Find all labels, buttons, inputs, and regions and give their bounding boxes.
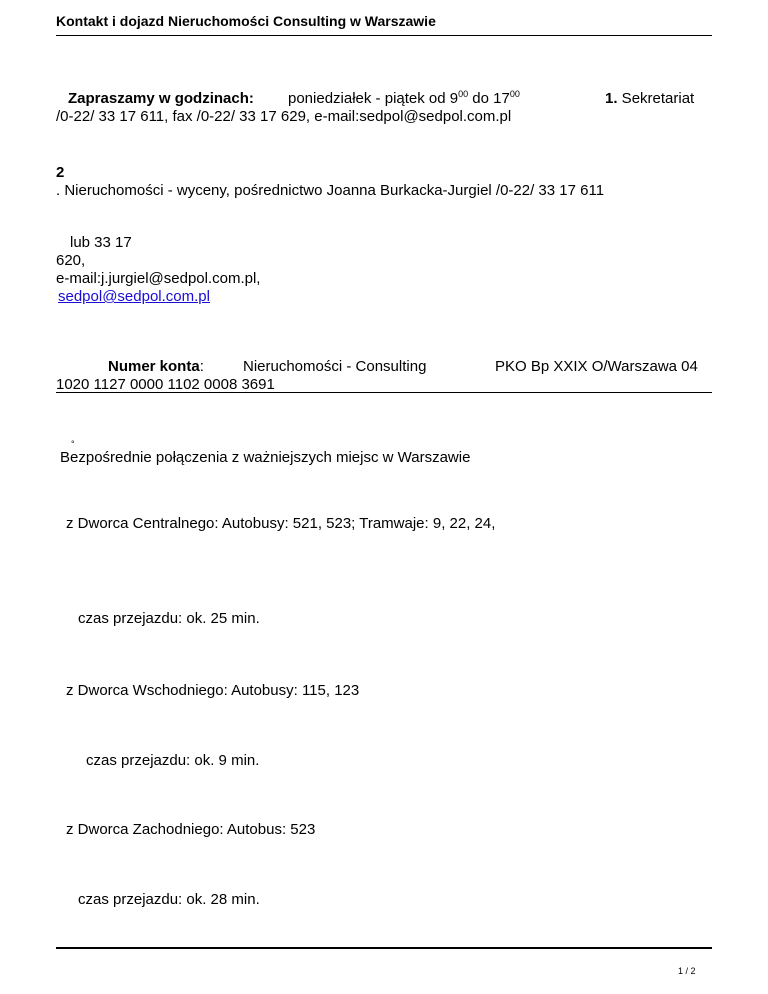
secretariat-label: Sekretariat [617, 90, 695, 107]
account-name: Nieruchomości - Consulting [243, 358, 427, 375]
section-2-number: 2 [56, 164, 65, 181]
hours-close-sup: 00 [509, 89, 520, 99]
account-label-colon: : [199, 358, 204, 375]
alt-phone-line-1: lub 33 17 [70, 234, 132, 251]
heading-dot-icon: ° [71, 439, 75, 449]
account-divider [56, 392, 712, 393]
account-label [108, 358, 204, 376]
secretariat-number: 1. [605, 90, 618, 107]
page-header-title: Kontakt i dojazd Nieruchomości Consulting w Warszawie [56, 13, 436, 29]
hours-label-text: Zapraszamy w godzinach: [68, 90, 254, 107]
route-east-time: czas przejazdu: ok. 9 min. [86, 752, 260, 769]
hours-label [68, 90, 254, 108]
route-west-time: czas przejazdu: ok. 28 min. [78, 891, 260, 908]
account-label-text: Numer konta [108, 358, 200, 375]
header-divider [56, 35, 712, 36]
section-2-email: e-mail:j.jurgiel@sedpol.com.pl, [56, 270, 261, 287]
section-2-line: . Nieruchomości - wyceny, pośrednictwo Joanna Burkacka-Jurgiel /0-22/ 33 17 611 [56, 182, 605, 199]
secretariat-heading [605, 90, 694, 108]
hours-open-sup: 00 [458, 89, 469, 99]
account-bank: PKO Bp XXIX O/Warszawa 04 [495, 358, 698, 375]
hours-to: do 17 [468, 90, 510, 107]
footer-divider [56, 947, 712, 949]
route-central-time: czas przejazdu: ok. 25 min. [78, 610, 260, 627]
email-link[interactable]: sedpol@sedpol.com.pl [58, 288, 210, 305]
secretariat-contact: /0-22/ 33 17 611, fax /0-22/ 33 17 629, e-mail:sedpol@sedpol.com.pl [56, 108, 512, 125]
hours-days: poniedziałek - piątek od 9 [288, 90, 459, 107]
route-central-from: z Dworca Centralnego: Autobusy: 521, 523; Tramwaje: 9, 22, 24, [66, 515, 496, 532]
transport-heading: Bezpośrednie połączenia z ważniejszych miejsc w Warszawie [60, 449, 471, 466]
account-number: 1020 1127 0000 1102 0008 3691 [56, 376, 275, 393]
route-east-from: z Dworca Wschodniego: Autobusy: 115, 123 [66, 682, 360, 699]
route-west-from: z Dworca Zachodniego: Autobus: 523 [66, 821, 316, 838]
alt-phone-line-2: 620, [56, 252, 86, 269]
hours-value [288, 90, 520, 108]
page-number: 1 / 2 [678, 966, 696, 976]
